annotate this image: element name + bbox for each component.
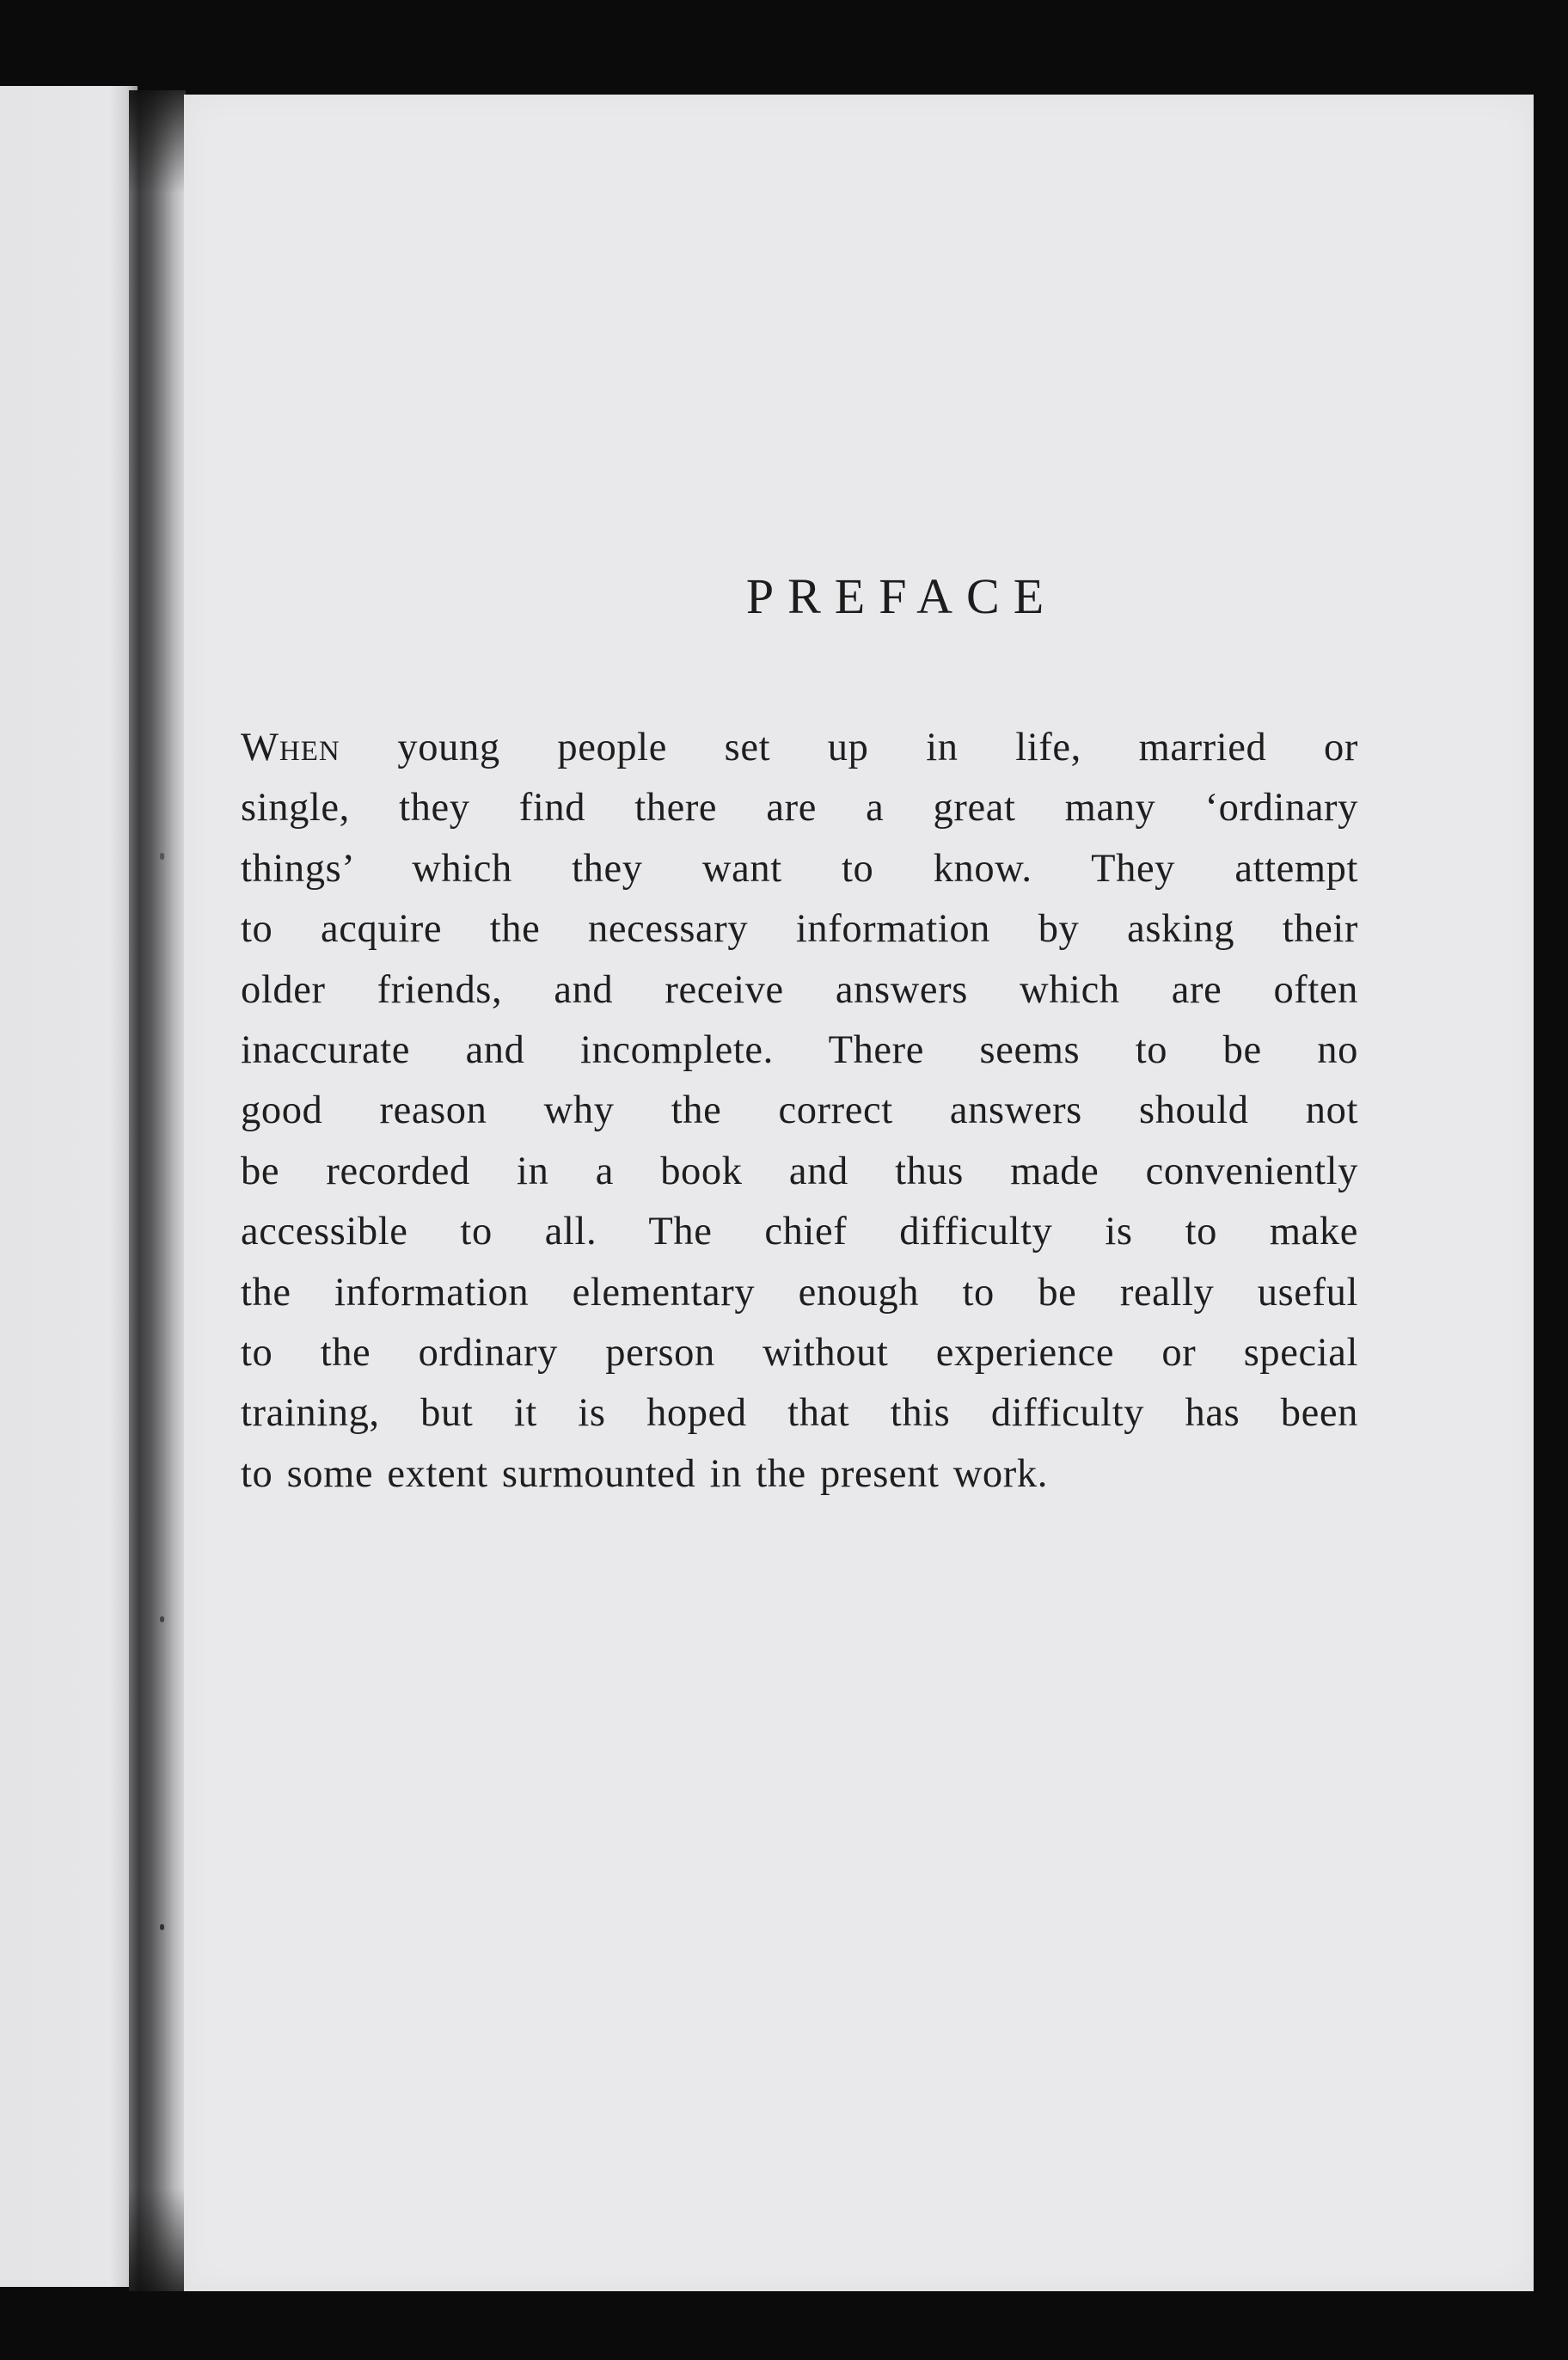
text-line: single, they find there are a great many ‘ordinary: [241, 786, 1358, 831]
text-line: the information elementary enough to be really useful: [241, 1270, 1358, 1315]
text-line: older friends, and receive answers which are often: [241, 967, 1358, 1012]
text-line: to some extent surmounted in the present work.: [241, 1451, 1048, 1496]
text-line: to the ordinary person without experience or special: [241, 1331, 1358, 1376]
gutter-top-shadow: [129, 90, 186, 193]
text-line: accessible to all. The chief difficulty is to make: [241, 1210, 1358, 1254]
text-line: training, but it is hoped that this difficulty has been: [241, 1391, 1358, 1436]
lead-word: When: [241, 726, 340, 769]
text-line: When young people set up in life, married or: [241, 726, 1358, 769]
facing-page-edge: [0, 86, 138, 2287]
gutter-bottom-shadow: [129, 2188, 186, 2291]
text-line: be recorded in a book and thus made conveniently: [241, 1149, 1358, 1193]
ink-speck: [160, 1924, 164, 1930]
book-gutter: [129, 90, 186, 2291]
text-line: things’ which they want to know. They attempt: [241, 846, 1358, 891]
text-line: inaccurate and incomplete. There seems to be no: [241, 1028, 1358, 1073]
text-line: good reason why the correct answers should not: [241, 1088, 1358, 1133]
preface-paragraph: [241, 718, 1358, 1505]
page-title: PREFACE: [745, 568, 1058, 624]
ink-speck: [160, 1616, 164, 1622]
book-page: [184, 95, 1534, 2291]
text-line: to acquire the necessary information by asking their: [241, 907, 1358, 952]
ink-speck: [160, 853, 164, 860]
